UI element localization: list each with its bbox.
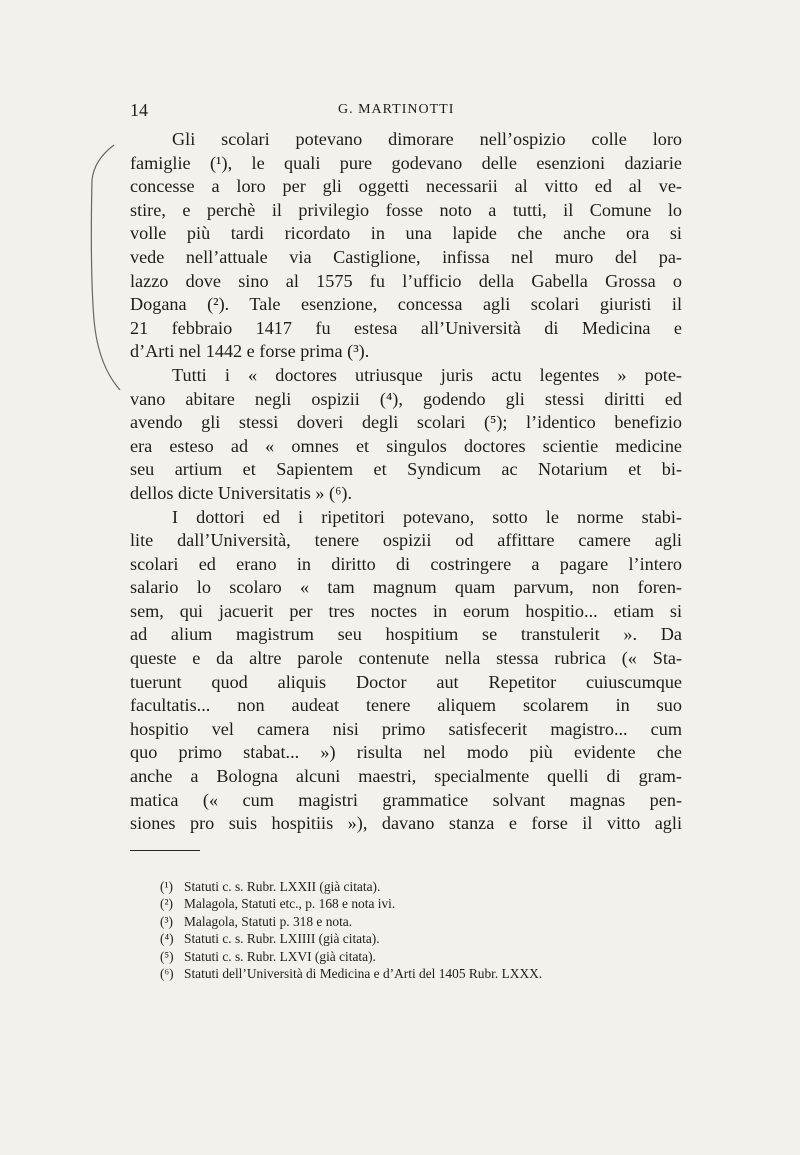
footnote-mark: (⁶) [160,966,174,982]
text-line: salario lo scolaro « tam magnum quam parvum, non foren- [130,577,682,598]
text-line: lite dall’Università, tenere ospizii od affittare camere agli [130,530,682,551]
text-line: avendo gli stessi doveri degli scolari (⁵); l’identico benefizio [130,412,682,433]
text-line: Gli scolari potevano dimorare nell’ospizio colle loro [172,129,682,149]
running-head: G. MARTINOTTI [338,102,455,117]
text-line: era esteso ad « omnes et singulos doctores scientie medicine [130,435,682,456]
page-number: 14 [130,100,148,120]
page-header [130,100,680,124]
footnote-mark: (³) [160,913,173,929]
pencil-margin-mark [84,140,124,395]
footnote-text: Statuti c. s. Rubr. LXXII (già citata). [184,879,381,894]
text-line: quo primo stabat... ») risulta nel modo più evidente che [130,742,682,763]
footnote [160,913,690,930]
footnote [160,930,690,947]
text-line: vano abitare negli ospizii (⁴), godendo gli stessi diritti ed [130,388,682,409]
text-line: famiglie (¹), le quali pure godevano delle esenzioni daziarie [130,152,682,173]
text-line: lazzo dove sino al 1575 fu l’ufficio della Gabella Grossa o [130,270,682,291]
footnote-mark: (²) [160,896,173,912]
text-line: seu artium et Sapientem et Syndicum ac Notarium et bi- [130,459,682,480]
text-line: sem, qui jacuerit per tres noctes in eorum hospitio... etiam si [130,600,682,621]
text-line: anche a Bologna alcuni maestri, specialmente quelli di gram- [130,766,682,787]
text-line: queste e da altre parole contenute nella stessa rubrica (« Sta- [130,648,682,669]
footnote-text: Statuti c. s. Rubr. LXIIII (già citata). [184,931,380,947]
text-line: facultatis... non audeat tenere aliquem scolarem in suo [130,695,682,716]
footnote-mark: (⁵) [160,948,174,964]
text-line: d’Arti nel 1442 e forse prima (³). [130,341,370,362]
text-line: matica (« cum magistri grammatice solvant magnas pen- [130,789,682,810]
text-line: siones pro suis hospitiis »), davano stanza e forse il vitto agli [130,813,682,834]
footnote-mark: (⁴) [160,931,174,947]
text-line: scolari ed erano in diritto di costringere a pagare l’intero [130,553,682,574]
footnote-separator [130,850,200,851]
footnote [160,965,690,982]
footnotes [160,878,690,982]
footnote [160,878,690,895]
footnote [160,948,690,965]
footnote-mark: (¹) [160,879,173,894]
text-line: stire, e perchè il privilegio fosse noto a tutti, il Comune lo [130,199,682,220]
text-line: vede nell’attuale via Castiglione, infissa nel muro del pa- [130,246,682,267]
footnote-text: Malagola, Statuti p. 318 e nota. [184,913,353,929]
footnote-text: Statuti c. s. Rubr. LXVI (già citata). [184,948,376,964]
text-line: Dogana (²). Tale esenzione, concessa agli scolari giuristi il [130,294,682,315]
text-line: I dottori ed i ripetitori potevano, sotto le norme stabi- [172,506,682,527]
footnote [160,895,690,912]
text-line: Tutti i « doctores utriusque juris actu legentes » pote- [172,364,682,385]
footnote-text: Statuti dell’Università di Medicina e d’Arti del 1405 Rubr. LXXX. [184,966,543,982]
text-line: tuerunt quod aliquis Doctor aut Repetitor cuiuscumque [130,671,682,692]
body-text [130,128,682,836]
text-line: volle più tardi ricordato in una lapide che anche ora si [130,223,682,244]
footnote-text: Malagola, Statuti etc., p. 168 e nota ivi. [184,896,396,912]
text-line: ad alium magistrum seu hospitium se transtulerit ». Da [130,624,682,645]
text-line: 21 febbraio 1417 fu estesa all’Università di Medicina e [130,317,682,338]
text-line: hospitio vel camera nisi primo satisfecerit magistro... cum [130,718,682,739]
text-line: dellos dicte Universitatis » (⁶). [130,482,353,503]
text-line: concesse a loro per gli oggetti necessarii al vitto ed al ve- [130,176,682,197]
